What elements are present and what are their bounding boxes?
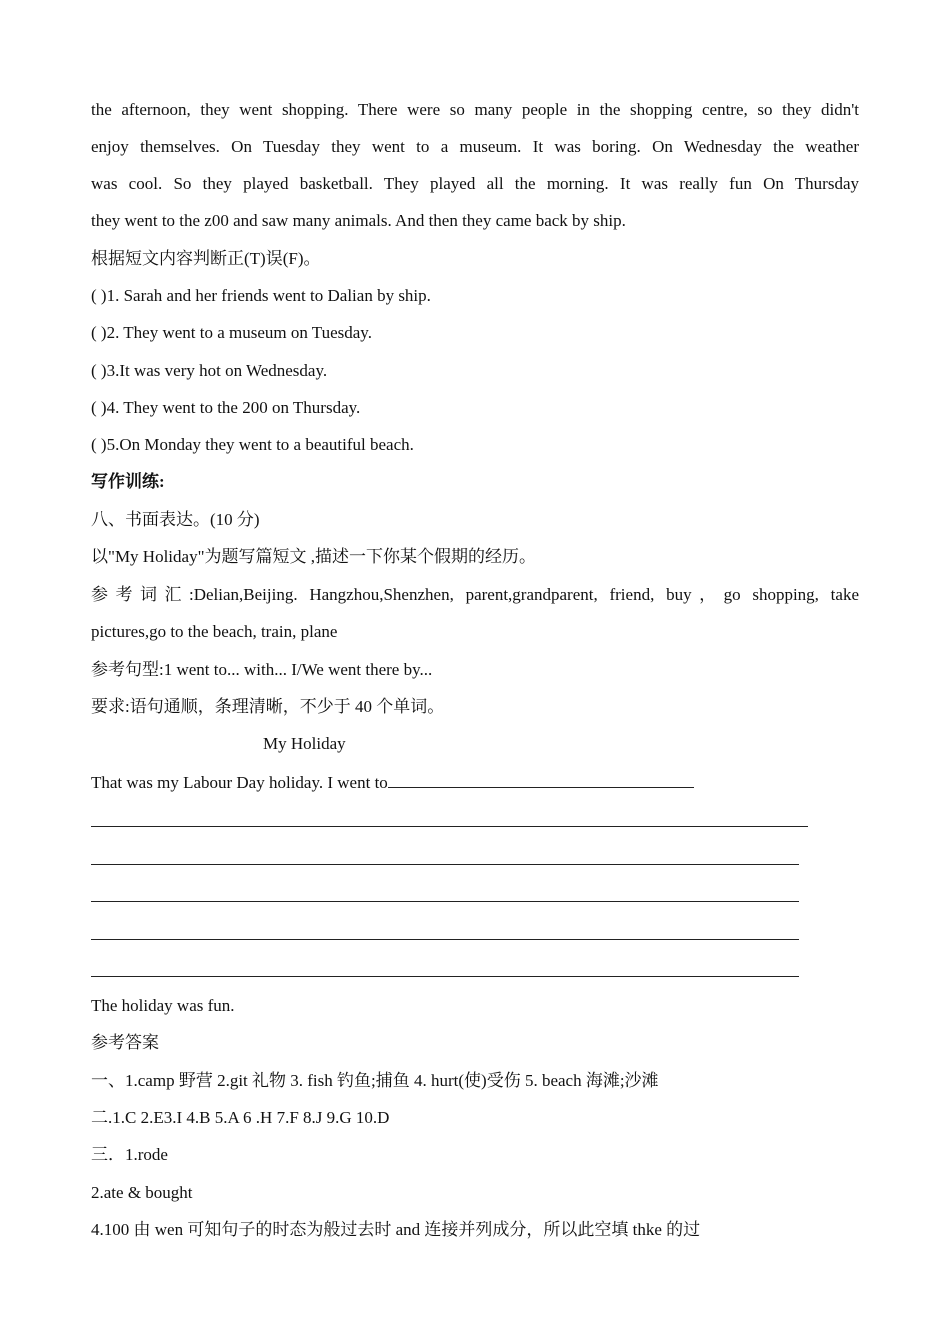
essay-answer-line-3[interactable]: [91, 901, 799, 902]
answers-part-2: 二.1.C 2.E3.I 4.B 5.A 6 .H 7.F 8.J 9.G 10.D: [91, 1108, 390, 1127]
tf-item-3: ( )3.It was very hot on Wednesday.: [91, 361, 328, 380]
essay-closing: The holiday was fun.: [91, 996, 235, 1015]
passage-line-4: they went to the z00 and saw many animals. And then they came back by ship.: [91, 211, 626, 230]
tf-instruction: 根据短文内容判断正(T)误(F)。: [91, 249, 321, 268]
essay-answer-blank-inline[interactable]: [388, 771, 694, 788]
passage-line-2: enjoy themselves. On Tuesday they went to a museum. It was boring. On Wednesday the weather: [91, 137, 859, 156]
tf-item-5: ( )5.On Monday they went to a beautiful beach.: [91, 435, 414, 454]
essay-title: My Holiday: [263, 734, 346, 753]
passage-line-3: was cool. So they played basketball. They played all the morning. It was really fun On Thursday: [91, 174, 859, 193]
tf-item-4: ( )4. They went to the 200 on Thursday.: [91, 398, 361, 417]
answers-part-3-item-4: 4.100 由 wen 可知句子的时态为般过去时 and 连接并列成分，所以此空填 thke 的过: [91, 1220, 701, 1239]
essay-answer-line-5[interactable]: [91, 976, 799, 977]
answers-part-3-item-2: 2.ate & bought: [91, 1183, 193, 1202]
essay-answer-line-1[interactable]: [91, 826, 808, 827]
tf-item-2: ( )2. They went to a museum on Tuesday.: [91, 323, 372, 342]
answers-part-3-label: 三．1.rode: [91, 1145, 168, 1164]
answers-heading: 参考答案: [91, 1033, 159, 1052]
passage-line-1: the afternoon, they went shopping. There were so many people in the shopping centre, so they didn't: [91, 100, 859, 119]
vocab-line-2: pictures,go to the beach, train, plane: [91, 622, 338, 641]
essay-opening-text: That was my Labour Day holiday. I went to: [91, 773, 388, 792]
sentence-pattern: 参考句型:1 went to... with... I/We went there by...: [91, 660, 433, 679]
writing-requirement: 要求:语句通顺，条理清晰，不少于 40 个单词。: [91, 697, 445, 716]
vocab-line-1: 参考词汇:Delian,Beijing. Hangzhou,Shenzhen, parent,grandparent, friend, buy，go shopping, take: [91, 585, 859, 604]
writing-heading: 写作训练:: [91, 472, 165, 491]
answers-part-1: 一、1.camp 野营 2.git 礼物 3. fish 钓鱼;捕鱼 4. hurt(使)受伤 5. beach 海滩;沙滩: [91, 1071, 659, 1090]
writing-section-title: 八、书面表达。(10 分): [91, 510, 260, 529]
tf-item-1: ( )1. Sarah and her friends went to Dalian by ship.: [91, 286, 431, 305]
writing-task: 以"My Holiday"为题写篇短文 ,描述一下你某个假期的经历。: [91, 547, 537, 566]
essay-answer-line-4[interactable]: [91, 939, 799, 940]
essay-answer-line-2[interactable]: [91, 864, 799, 865]
essay-opening-line: [91, 771, 694, 794]
